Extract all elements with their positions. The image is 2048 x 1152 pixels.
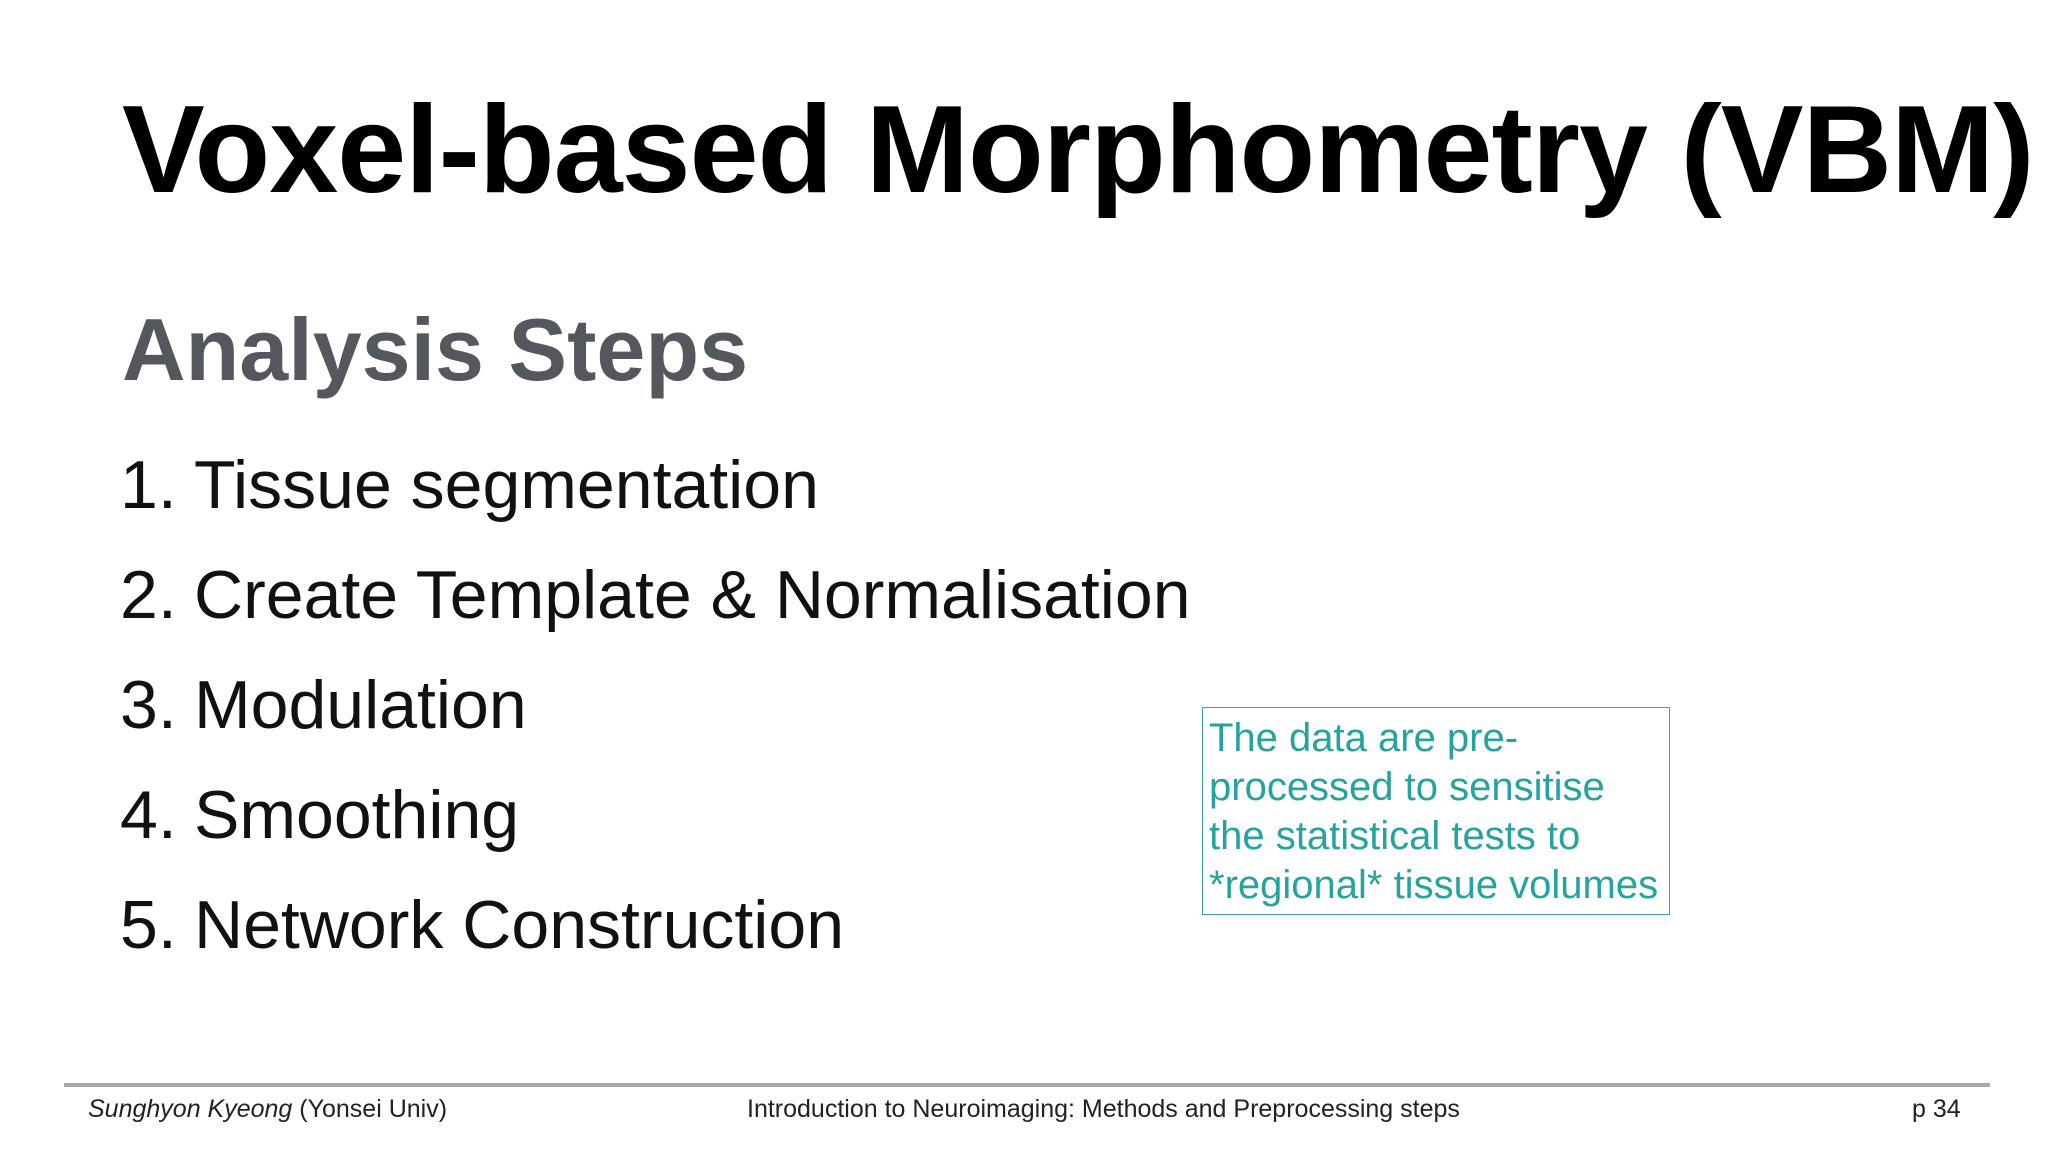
annotation-line: the statistical tests to — [1209, 814, 1581, 858]
step-item-5 — [120, 870, 1191, 980]
steps-list — [120, 430, 1191, 980]
step-number: 1. — [120, 447, 177, 523]
footer-author — [88, 1093, 447, 1125]
footer-divider — [64, 1083, 1990, 1087]
step-item-2 — [120, 540, 1191, 650]
step-number: 4. — [120, 777, 177, 853]
footer-course-title: Introduction to Neuroimaging: Methods and Preprocessing steps — [747, 1095, 1460, 1123]
step-label: Smoothing — [194, 777, 520, 853]
annotation-line: processed to sensitise — [1209, 765, 1605, 809]
author-name: Sunghyon Kyeong — [88, 1095, 293, 1123]
slide-subtitle: Analysis Steps — [122, 300, 749, 399]
annotation-line: The data are pre- — [1209, 716, 1519, 760]
step-number: 2. — [120, 557, 177, 633]
annotation-line: *regional* tissue volumes — [1209, 863, 1659, 907]
step-item-4 — [120, 760, 1191, 870]
step-label: Modulation — [194, 667, 527, 743]
step-label: Tissue segmentation — [194, 447, 819, 523]
slide-title: Voxel-based Morphometry (VBM) — [122, 81, 2034, 219]
annotation-box — [1202, 707, 1670, 915]
step-number: 5. — [120, 887, 177, 963]
footer-page-number: p 34 — [1912, 1095, 1961, 1123]
step-label: Network Construction — [194, 887, 845, 963]
step-number: 3. — [120, 667, 177, 743]
author-affiliation: (Yonsei Univ) — [299, 1095, 448, 1123]
step-label: Create Template & Normalisation — [194, 557, 1191, 633]
step-item-3 — [120, 650, 1191, 760]
step-item-1 — [120, 430, 1191, 540]
